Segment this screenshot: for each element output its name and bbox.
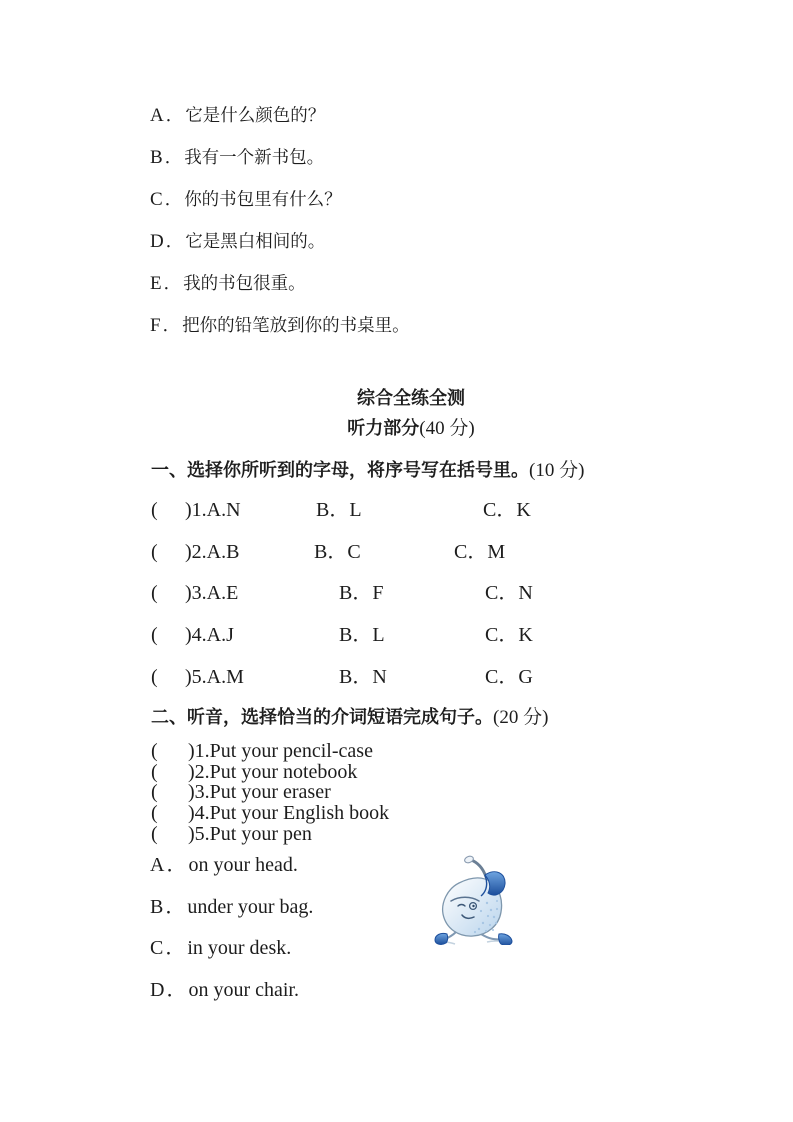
- listening-section-score: (40 分): [419, 418, 475, 439]
- part2-heading: [151, 706, 548, 730]
- dialogue-option-f: [150, 304, 410, 346]
- part2-heading-text: 二、听音，选择恰当的介词短语完成句子。: [151, 707, 493, 727]
- option-separator: ．: [162, 315, 181, 335]
- option-text: on your chair.: [188, 978, 299, 1001]
- letter-choice-row-4: [0, 615, 793, 657]
- listening-sentence-row-3: [0, 782, 793, 803]
- sentence-text: )4.Put your English book: [188, 802, 390, 825]
- listening-section-heading: [151, 418, 671, 440]
- option-label: D: [150, 231, 164, 252]
- part1-heading-text: 一、选择你所听到的字母，将序号写在括号里。: [151, 460, 529, 480]
- preposition-option-a: [150, 845, 313, 887]
- choice-a: )5.A.M: [185, 665, 244, 688]
- letter-choice-row-1: [0, 490, 793, 532]
- option-text: 你的书包里有什么？: [184, 189, 342, 209]
- answer-bracket-open: (: [151, 540, 158, 563]
- option-separator: ．: [165, 895, 186, 918]
- option-label: B: [150, 895, 164, 918]
- dialogue-options-list: [150, 94, 410, 346]
- letter-choice-row-3: [0, 573, 793, 615]
- sentence-text: )5.Put your pen: [188, 822, 312, 845]
- option-text: 我的书包很重。: [183, 273, 306, 293]
- choice-c: C．N: [485, 582, 533, 605]
- choice-a: )2.A.B: [185, 540, 240, 563]
- option-text: 它是黑白相间的。: [185, 231, 326, 251]
- mascot-stem: [470, 860, 486, 878]
- option-label: E: [150, 273, 162, 294]
- option-label: A: [150, 105, 164, 126]
- option-label: B: [150, 147, 163, 168]
- choice-b: B．L: [339, 624, 385, 647]
- choice-a: )4.A.J: [185, 624, 234, 647]
- listening-section-name: 听力部分: [347, 418, 420, 438]
- choice-a: )1.A.N: [185, 499, 241, 521]
- option-separator: ．: [166, 978, 187, 1001]
- option-text: in your desk.: [187, 937, 292, 959]
- choice-b: B．F: [339, 582, 384, 605]
- preposition-options-list: [150, 845, 313, 1011]
- listening-sentence-row-1: [0, 741, 793, 762]
- dialogue-option-d: [150, 220, 410, 262]
- dialogue-option-c: [150, 178, 410, 220]
- listening-sentence-row-2: [0, 762, 793, 783]
- choice-c: C．K: [483, 499, 531, 521]
- choice-a: )3.A.E: [185, 582, 239, 605]
- option-text: 我有一个新书包。: [184, 147, 325, 167]
- pear-mascot-illustration: [431, 853, 517, 945]
- sentence-text: )2.Put your notebook: [188, 760, 358, 783]
- option-label: A: [150, 854, 165, 876]
- listening-sentence-list: [0, 741, 793, 844]
- option-separator: ．: [165, 937, 186, 959]
- preposition-option-d: [150, 970, 313, 1012]
- option-text: 把你的铅笔放到你的书桌里。: [182, 315, 410, 335]
- option-separator: ．: [164, 189, 183, 209]
- option-separator: ．: [166, 854, 187, 876]
- answer-bracket-open: (: [151, 802, 158, 825]
- answer-bracket-open: (: [151, 665, 158, 688]
- option-label: C: [150, 189, 163, 210]
- part2-score: (20 分): [493, 707, 549, 728]
- choice-b: B．N: [339, 665, 387, 688]
- part1-heading: [151, 459, 584, 483]
- dialogue-option-b: [150, 136, 410, 178]
- option-label: F: [150, 315, 161, 336]
- sentence-text: )3.Put your eraser: [188, 781, 331, 804]
- preposition-option-c: [150, 928, 313, 970]
- letter-choice-list: [0, 490, 793, 698]
- mascot-right-pupil: [472, 905, 474, 907]
- dialogue-option-a: [150, 94, 410, 136]
- listening-sentence-row-4: [0, 803, 793, 824]
- option-separator: ．: [164, 147, 183, 167]
- mascot-right-boot: [499, 934, 512, 945]
- answer-bracket-open: (: [151, 740, 158, 762]
- answer-bracket-open: (: [151, 624, 158, 647]
- choice-c: C．G: [485, 665, 533, 688]
- choice-c: C．M: [454, 540, 506, 563]
- sentence-text: )1.Put your pencil-case: [188, 740, 373, 762]
- choice-b: B．C: [314, 540, 361, 563]
- option-label: D: [150, 978, 165, 1001]
- mascot-stem-knob: [464, 855, 475, 864]
- option-separator: ．: [163, 273, 182, 293]
- answer-bracket-open: (: [151, 822, 158, 845]
- option-label: C: [150, 937, 164, 959]
- part1-score: (10 分): [529, 460, 585, 481]
- mascot-left-boot: [435, 933, 448, 944]
- choice-b: B．L: [316, 499, 362, 521]
- option-text: on your head.: [188, 854, 298, 876]
- option-text: under your bag.: [187, 895, 314, 918]
- choice-c: C．K: [485, 624, 533, 647]
- option-separator: ．: [165, 231, 184, 251]
- preposition-option-b: [150, 887, 313, 929]
- answer-bracket-open: (: [151, 760, 158, 783]
- answer-bracket-open: (: [151, 499, 158, 521]
- dialogue-option-e: [150, 262, 410, 304]
- listening-sentence-row-5: [0, 824, 793, 845]
- option-text: 它是什么颜色的？: [185, 105, 326, 125]
- answer-bracket-open: (: [151, 781, 158, 804]
- answer-bracket-open: (: [151, 582, 158, 605]
- option-separator: ．: [165, 105, 184, 125]
- letter-choice-row-2: [0, 532, 793, 574]
- letter-choice-row-5: [0, 657, 793, 699]
- test-title: 综合全练全测: [357, 388, 465, 408]
